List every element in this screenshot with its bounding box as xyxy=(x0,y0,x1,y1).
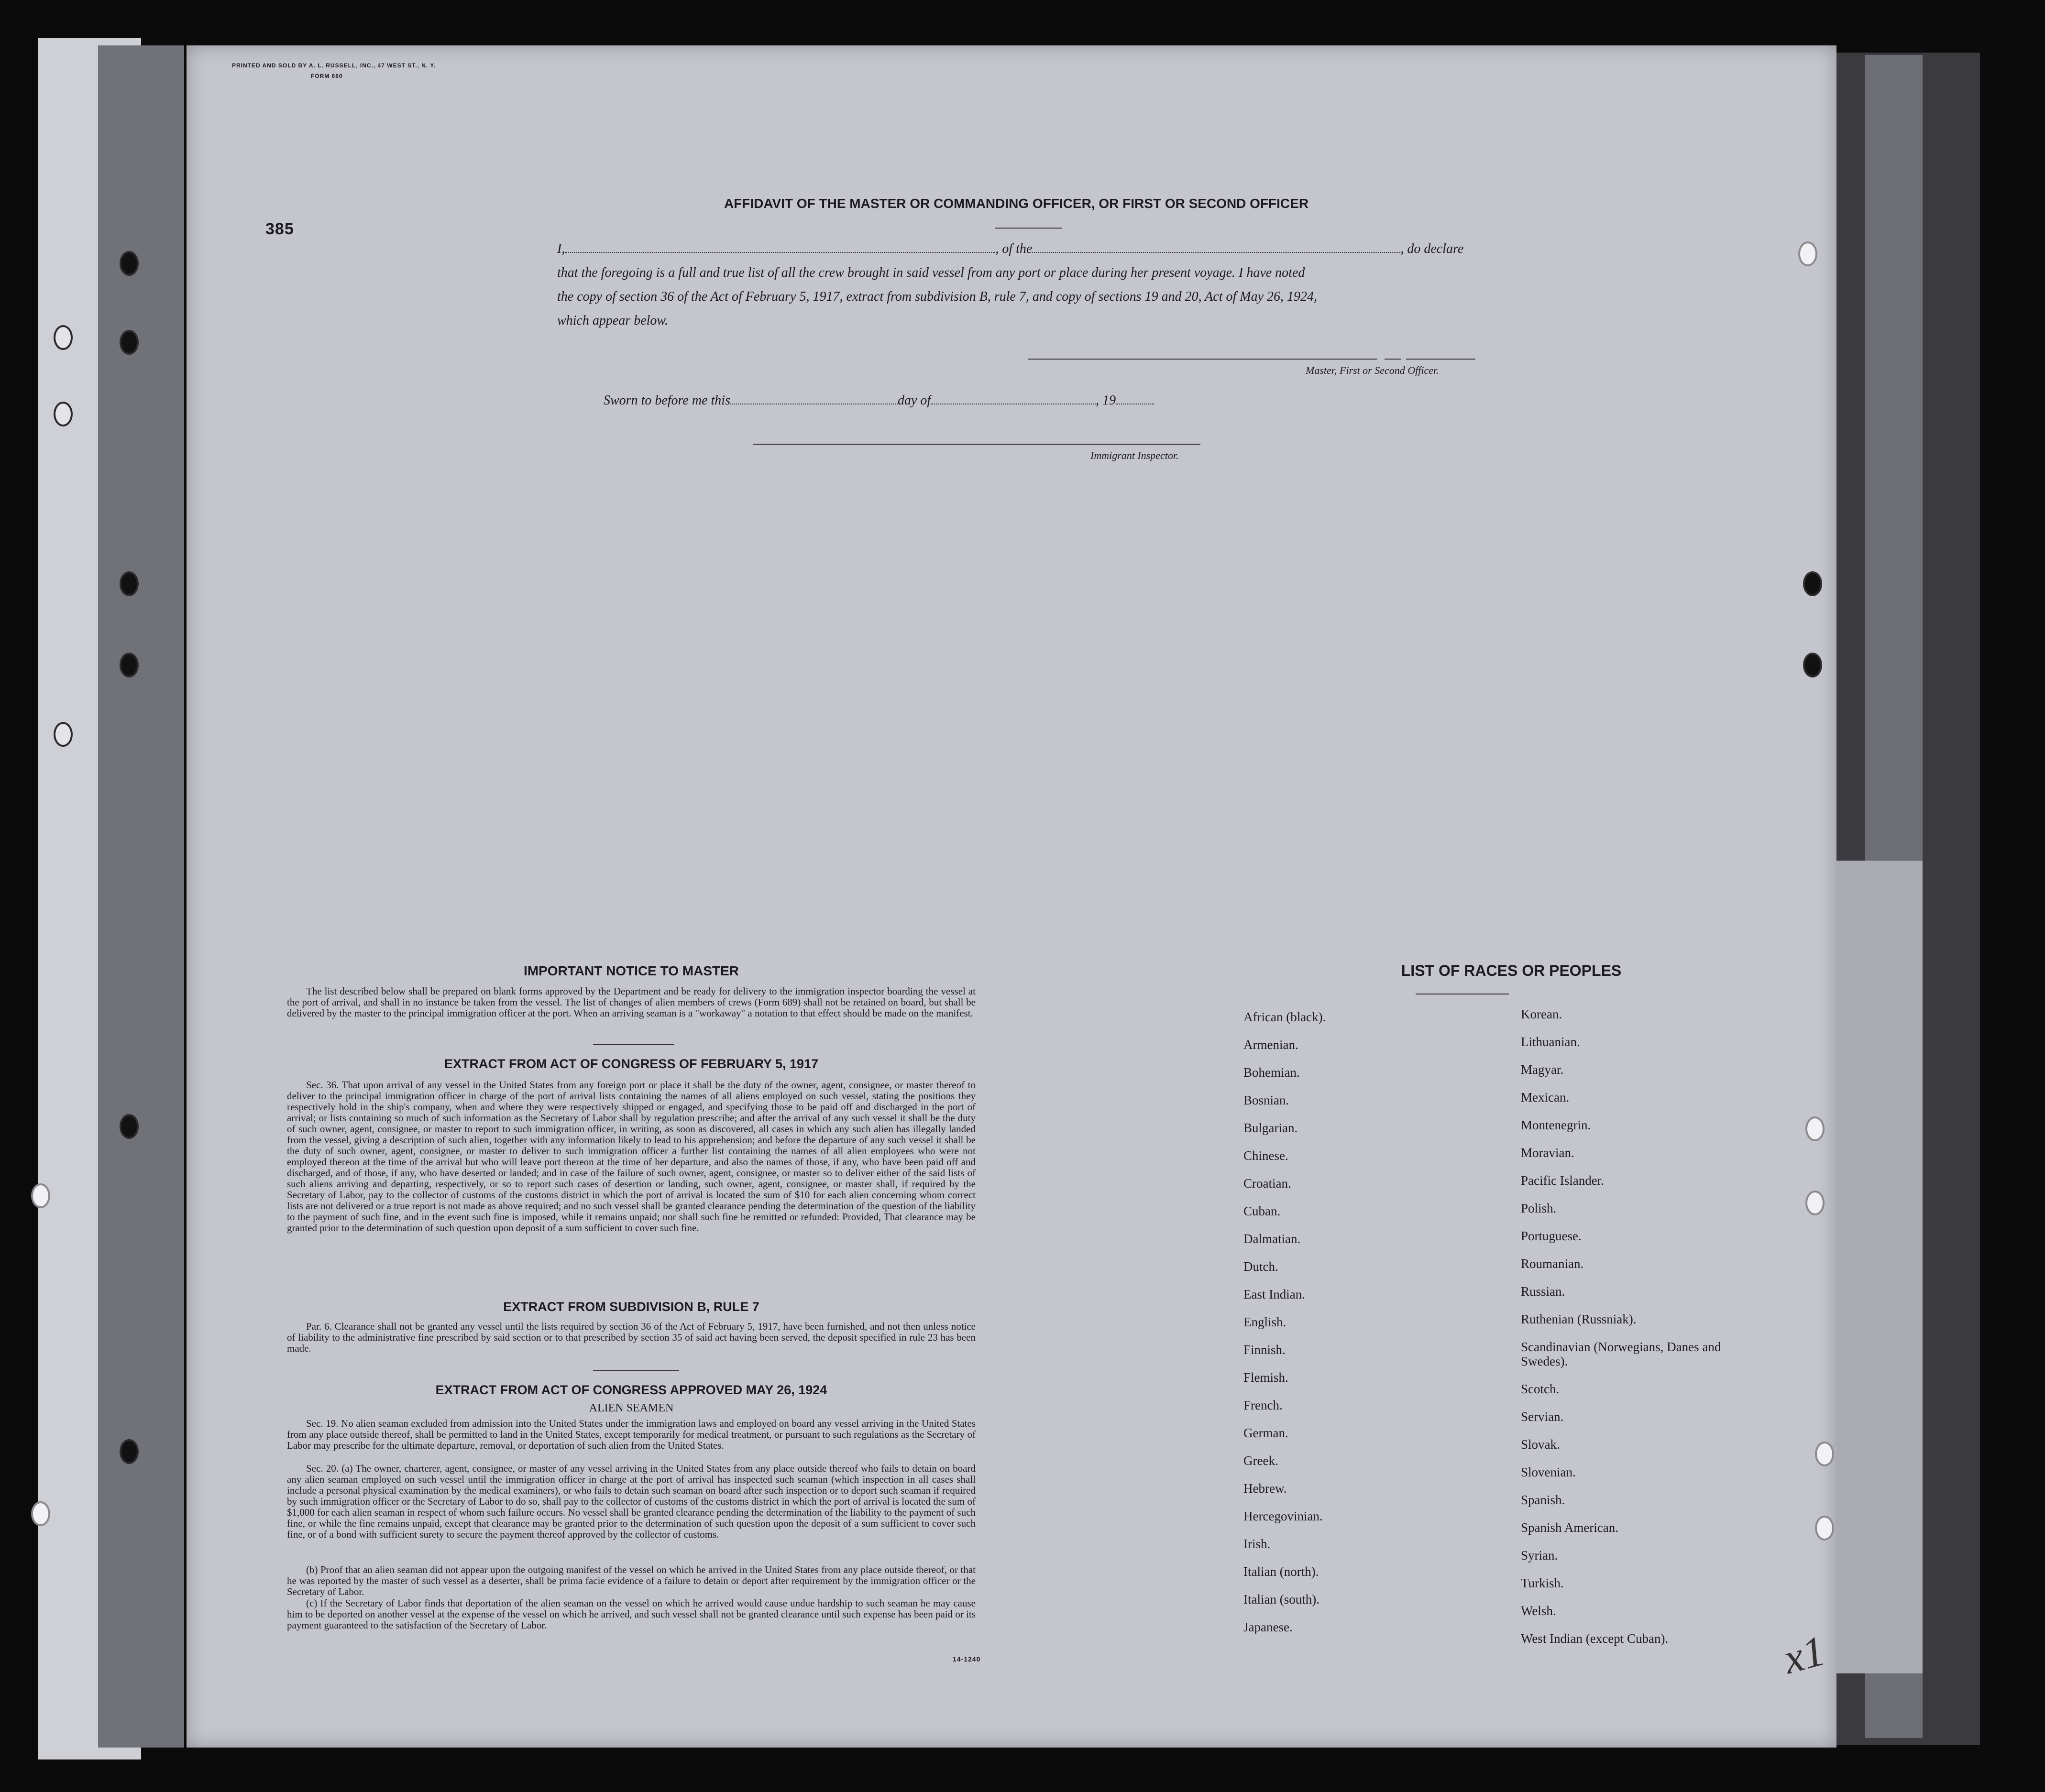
race-item: Lithuanian. xyxy=(1521,1035,1580,1049)
race-item: Servian. xyxy=(1521,1410,1564,1424)
affidavit-line3: the copy of section 36 of the Act of February 5, 1917, extract from subdivision B, rule 7, and copy of sections 19 and 20, Act of May 26, 1924, xyxy=(557,289,1318,304)
year-prefix: , 19 xyxy=(1096,393,1116,408)
race-item: Italian (north). xyxy=(1243,1564,1319,1579)
punch-hole xyxy=(120,251,139,276)
race-item: Mexican. xyxy=(1521,1090,1570,1104)
notice-title: IMPORTANT NOTICE TO MASTER xyxy=(523,963,739,978)
race-item: French. xyxy=(1243,1398,1283,1412)
extract-1917-text: Sec. 36. That upon arrival of any vessel in the United States from any foreign port or place it shall be the duty of the owner, agent, consignee, or master thereof to deliver to the principal immigration officer in charge of the port of arrival lists containing the names of all aliens employed on such vessel, stating the positions they respectively hold in the ship's company, when and where they were respectively shipped or engaged, and specifying those to be paid off and discharged in the port of arrival; or lists containing so much of such information as the Secretary of Labor shall by regulation prescribe; and after the arrival of any such vessel it shall be the duty of such owner, agent, consignee, or master to report to such immigration officer, in writing, as soon as discovered, all cases in which any such alien has illegally landed from the vessel, giving a description of such alien, together with any information likely to lead to his apprehension; and before the departure of any such vessel it shall be the duty of such owner, agent, consignee, or master to deliver to such immigration officer a further list containing the names of all alien employees who were not employed thereon at the time of the arrival but who will leave port thereon at the time of her departure, and also the names of those, if any, who have been paid off and discharged, and of those, if any, who have deserted or landed; and in case of the failure of such owner, agent, consignee, or master so to deliver either of the said lists of such aliens arriving and departing, respectively, or so to report such cases of desertion or landing, such owner, agent, consignee, or master shall, if required by the Secretary of Labor, pay to the collector of customs of the customs district in which the port of arrival is located the sum of $10 for each alien concerning whom correct lists are not delivered or a true report is not made as above required; and no such vessel shall be granted clearance pending the determination of the question of the liability to the payment of such fine, and in the event such fine is imposed, while it remains unpaid; nor shall such fine be remitted or refunded: Provided, That clearance may be granted prior to the determination of such question upon deposit of a sum sufficient to cover such fine. xyxy=(287,1079,976,1234)
race-item: Bohemian. xyxy=(1243,1065,1300,1080)
vessel-field[interactable] xyxy=(1032,252,1400,253)
signature-line-seg xyxy=(1406,359,1475,360)
punch-hole-right xyxy=(1798,241,1817,266)
binder-tab xyxy=(98,45,184,1748)
inspector-line[interactable] xyxy=(753,444,1200,445)
sec19-text: Sec. 19. No alien seaman excluded from admission into the United States under the immigration laws and employed on board any vessel arriving in the United States from any place outside thereof, shall be permitted to land in the United States, except temporarily for medical treatment, or pursuant to such regulations as the Secretary of Labor may prescribe for the ultimate departure, removal, or deportation of such alien from the United States. xyxy=(287,1418,976,1451)
race-item: Greek. xyxy=(1243,1453,1278,1468)
race-item: Japanese. xyxy=(1243,1620,1293,1634)
race-item: African (black). xyxy=(1243,1010,1326,1024)
signature-line[interactable] xyxy=(1028,359,1377,360)
affidavit-title: AFFIDAVIT OF THE MASTER OR COMMANDING OFFICER, OR FIRST OR SECOND OFFICER xyxy=(724,196,1309,211)
race-item: Cuban. xyxy=(1243,1204,1281,1218)
race-item: Ruthenian (Russniak). xyxy=(1521,1312,1637,1326)
punch-hole xyxy=(120,1114,139,1139)
of-the-label: , of the xyxy=(995,241,1033,256)
punch-hole xyxy=(54,722,73,747)
race-item: Bosnian. xyxy=(1243,1093,1289,1107)
race-item: Moravian. xyxy=(1521,1146,1574,1160)
race-item: Roumanian. xyxy=(1521,1257,1584,1271)
race-item: Dutch. xyxy=(1243,1259,1278,1274)
signature-label: Master, First or Second Officer. xyxy=(1306,364,1439,376)
punch-hole xyxy=(120,653,139,677)
race-item: Italian (south). xyxy=(1243,1592,1319,1606)
affidavit-line1 xyxy=(557,241,1463,257)
race-item: Portuguese. xyxy=(1521,1229,1582,1243)
form-number: FORM 660 xyxy=(311,73,343,79)
race-item: Pacific Islander. xyxy=(1521,1173,1604,1188)
punch-hole xyxy=(120,330,139,355)
punch-hole-right xyxy=(1805,1116,1825,1141)
right-binder-strip xyxy=(1836,861,1923,1673)
races-title: LIST OF RACES OR PEOPLES xyxy=(1401,962,1622,979)
title-rule xyxy=(995,228,1062,229)
race-item: English. xyxy=(1243,1315,1286,1329)
extract-1924-title: EXTRACT FROM ACT OF CONGRESS APPROVED MAY 26, 1924 xyxy=(435,1383,827,1397)
inspector-label: Immigrant Inspector. xyxy=(1090,449,1179,461)
extract-1917-title: EXTRACT FROM ACT OF CONGRESS OF FEBRUARY 5, 1917 xyxy=(444,1057,819,1071)
punch-hole xyxy=(31,1183,50,1208)
extract-rule7-title: EXTRACT FROM SUBDIVISION B, RULE 7 xyxy=(503,1300,759,1314)
race-item: Magyar. xyxy=(1521,1062,1564,1077)
race-item: Spanish American. xyxy=(1521,1520,1618,1535)
race-item: Spanish. xyxy=(1521,1493,1565,1507)
race-item: Hercegovinian. xyxy=(1243,1509,1323,1523)
signature-line-seg xyxy=(1385,359,1401,360)
race-item: Flemish. xyxy=(1243,1370,1288,1385)
race-item: Armenian. xyxy=(1243,1038,1298,1052)
race-item: Korean. xyxy=(1521,1007,1562,1021)
race-item: Irish. xyxy=(1243,1537,1271,1551)
handwritten-mark: x1 xyxy=(1778,1627,1830,1683)
punch-hole xyxy=(54,325,73,350)
sec20a-text: Sec. 20. (a) The owner, charterer, agent, consignee, or master of any vessel arriving in the United States from any place outside thereof who fails to detain on board any alien seaman employed on such vessel until the immigration officer in charge at the port of arrival has inspected such seaman (which inspection in all cases shall include a personal physical examination by the medical examiners), or who fails to detain such seaman on board after such inspection or to deport such seaman if required by such immigration officer or the Secretary of Labor to do so, shall pay to the collector of customs of the customs district in which the port of arrival is located the sum of $1,000 for each alien seaman in respect of whom such failure occurs. No vessel shall be granted clearance pending the determination of the liability to the payment of such fine, or while the fine remains unpaid, except that clearance may be granted prior to the determination of such question upon the deposit of a sum sufficient to cover such fine, or of a bond with sufficient surety to secure the payment thereof approved by the collector of customs. xyxy=(287,1463,976,1540)
section-rule xyxy=(593,1044,674,1045)
race-item: Polish. xyxy=(1521,1201,1557,1215)
punch-hole-right xyxy=(1815,1516,1834,1541)
race-item: Dalmatian. xyxy=(1243,1232,1301,1246)
extract-rule7-text: Par. 6. Clearance shall not be granted any vessel until the lists required by section 36 of the Act of February 5, 1917, have been furnished, and not then unless notice of liability to the administrative fine prescribed by said section or to that prescribed by section 35 of said act having been served, the deposit specified in rule 23 has been made. xyxy=(287,1321,976,1354)
punch-hole xyxy=(120,1439,139,1464)
punch-hole-right xyxy=(1805,1191,1825,1215)
punch-hole-right xyxy=(1815,1442,1834,1466)
extract-1924-subtitle: ALIEN SEAMEN xyxy=(589,1402,674,1414)
section-rule xyxy=(593,1370,679,1371)
race-item: German. xyxy=(1243,1426,1288,1440)
race-item: West Indian (except Cuban). xyxy=(1521,1631,1669,1646)
printer-note: PRINTED AND SOLD BY A. L. RUSSELL, INC., 47 WEST ST., N. Y. xyxy=(232,62,436,69)
race-item: Syrian. xyxy=(1521,1548,1558,1563)
race-item: Chinese. xyxy=(1243,1148,1288,1163)
do-declare-label: , do declare xyxy=(1400,241,1464,256)
race-item: Scotch. xyxy=(1521,1382,1560,1396)
race-item: Finnish. xyxy=(1243,1343,1286,1357)
name-field[interactable] xyxy=(565,252,995,253)
side-mark: 385 xyxy=(265,220,294,238)
sworn-line xyxy=(604,393,1154,408)
race-item: Slovak. xyxy=(1521,1437,1560,1452)
day-of-label: day of xyxy=(897,393,931,408)
race-item: Welsh. xyxy=(1521,1604,1556,1618)
race-item: Scandinavian (Norwegians, Danes and Swedes). xyxy=(1521,1340,1721,1368)
punch-hole xyxy=(54,402,73,426)
punch-hole-right xyxy=(1803,571,1822,596)
race-item: Slovenian. xyxy=(1521,1465,1576,1479)
i-label: I, xyxy=(557,241,565,256)
sec20b-text: (b) Proof that an alien seaman did not appear upon the outgoing manifest of the vessel on which he arrived in the United States from any place outside thereof, or that he was reported by the master of such vessel as a deserter, shall be prima facie evidence of a failure to detain or deport after requirement by the immigration officer or the Secretary of Labor. xyxy=(287,1564,976,1597)
race-item: Hebrew. xyxy=(1243,1481,1287,1496)
punch-hole xyxy=(31,1501,50,1526)
punch-hole xyxy=(120,571,139,596)
sec20c-text: (c) If the Secretary of Labor finds that deportation of the alien seaman on the vessel on which he arrived would cause undue hardship to such seaman he may cause him to be deported on another vessel at the expense of the vessel on which he arrived, and such vessel shall not be granted clearance until such expense has been paid or its payment guaranteed to the satisfaction of the Secretary of Labor. xyxy=(287,1597,976,1631)
sworn-label: Sworn to before me this xyxy=(604,393,730,408)
notice-text: The list described below shall be prepared on blank forms approved by the Department and be ready for delivery to the immigration inspector boarding the vessel at the port of arrival, and shall in no instance be taken from the vessel. The list of changes of alien members of crews (Form 689) shall not be retained on board, but shall be delivered by the master to the principal immigration officer at the port. When an arriving seaman is a "workaway" a notation to that effect should be made on the manifest. xyxy=(287,985,976,1019)
race-item: Bulgarian. xyxy=(1243,1121,1298,1135)
punch-hole-right xyxy=(1803,653,1822,677)
affidavit-line4: which appear below. xyxy=(557,313,669,328)
race-item: East Indian. xyxy=(1243,1287,1305,1301)
affidavit-line2: that the foregoing is a full and true list of all the crew brought in said vessel from any port or place during her present voyage. I have noted xyxy=(557,265,1305,280)
race-item: Russian. xyxy=(1521,1284,1565,1299)
race-item: Montenegrin. xyxy=(1521,1118,1591,1132)
race-item: Croatian. xyxy=(1243,1176,1291,1191)
form-code: 14-1240 xyxy=(953,1655,981,1663)
race-item: Turkish. xyxy=(1521,1576,1564,1590)
